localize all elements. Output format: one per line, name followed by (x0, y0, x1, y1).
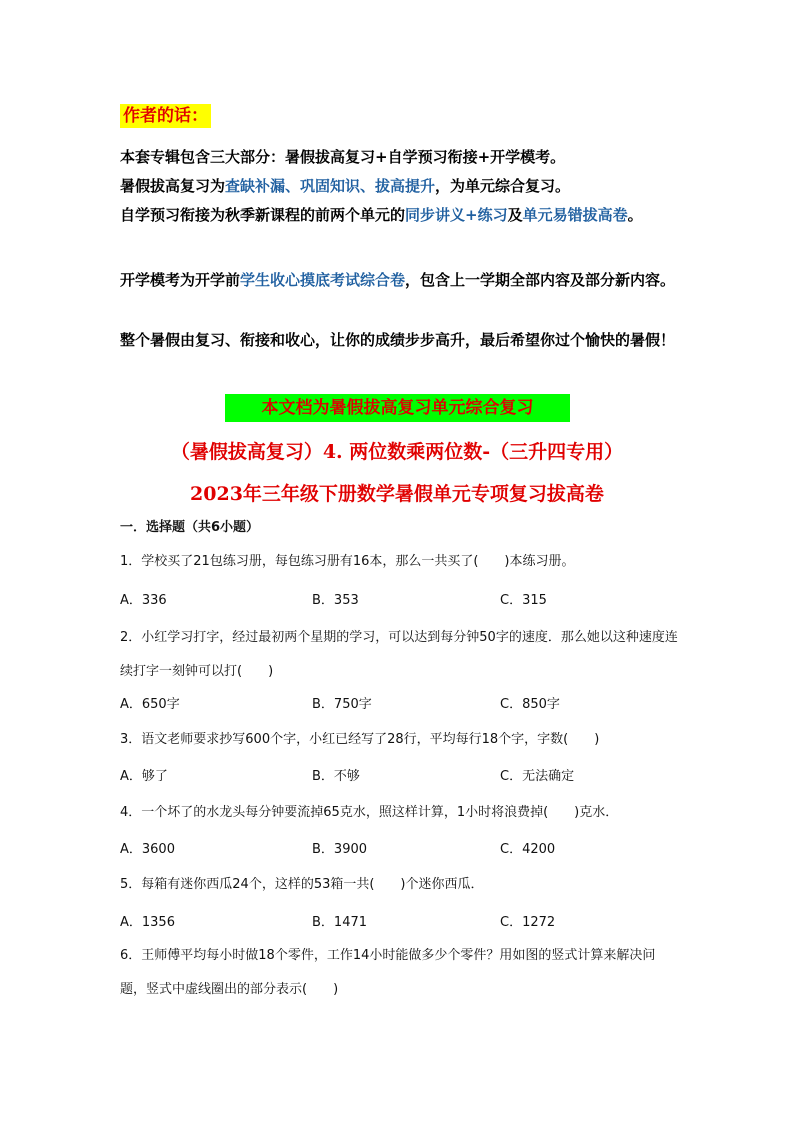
intro-highlight: 学生收心摸底考试综合卷 (240, 271, 406, 289)
intro-text: 。 (627, 206, 643, 224)
intro-paragraph-3 (120, 201, 680, 229)
intro-text: 本套专辑包含三大部分：暑假拔高复习+自学预习衔接+开学模考。 (120, 148, 566, 166)
intro-text: ，为单元综合复习。 (435, 177, 571, 195)
intro-text: 整个暑假由复习、衔接和收心，让你的成绩步步高升，最后希望你过个愉快的暑假！ (120, 331, 676, 349)
document-title: （暑假拔高复习）4. 两位数乘两位数-（三升四专用） (170, 441, 624, 463)
question-1-option-b: B．353 (312, 593, 359, 608)
intro-paragraph-1 (120, 143, 680, 171)
author-title: 作者的话： (120, 104, 211, 128)
question-2-option-c: C．850字 (500, 697, 560, 712)
question-2-option-b: B．750字 (312, 697, 372, 712)
question-4-option-b: B．3900 (312, 842, 368, 857)
question-1-option-a: A．336 (120, 593, 167, 608)
question-2-option-a: A．650字 (120, 697, 180, 712)
question-3-option-a: A．够了 (120, 769, 168, 784)
question-2: 2．小红学习打字，经过最初两个星期的学习，可以达到每分钟50字的速度．那么她以这种速度连续打字一刻钟可以打( ) (120, 630, 678, 679)
question-6: 6．王师傅平均每小时做18个零件，工作14小时能做多少个零件？用如图的竖式计算来解决问题，竖式中虚线圈出的部分表示( ) (120, 948, 656, 997)
document-subtitle: 2023年三年级下册数学暑假单元专项复习拔高卷 (190, 483, 604, 505)
question-1-option-c: C．315 (500, 593, 547, 608)
intro-text: ，包含上一学期全部内容及部分新内容。 (405, 271, 676, 289)
intro-text: 自学预习衔接为秋季新课程的前两个单元的 (120, 206, 406, 224)
question-5-option-b: B．1471 (312, 915, 368, 930)
question-4: 4．一个坏了的水龙头每分钟要流掉65克水，照这样计算，1小时将浪费掉( )克水． (120, 805, 619, 820)
intro-highlight: 查缺补漏、巩固知识、拔高提升 (225, 177, 436, 195)
intro-highlight: 单元易错拔高卷 (522, 206, 628, 224)
document-type-banner: 本文档为暑假拔高复习单元综合复习 (225, 394, 570, 422)
intro-paragraph-4 (120, 266, 680, 294)
question-3: 3．语文老师要求抄写600个字，小红已经写了28行，平均每行18个字，字数( ) (120, 732, 600, 747)
intro-text: 暑假拔高复习为 (120, 177, 226, 195)
question-4-option-a: A．3600 (120, 842, 175, 857)
author-note (120, 104, 211, 128)
intro-highlight: 同步讲义+练习 (405, 206, 508, 224)
section-heading: 一．选择题（共6小题） (120, 520, 260, 535)
intro-text: 开学模考为开学前 (120, 271, 241, 289)
intro-text: 及 (507, 206, 523, 224)
question-4-option-c: C．4200 (500, 842, 556, 857)
question-5-option-c: C．1272 (500, 915, 556, 930)
intro-paragraph-2 (120, 172, 680, 200)
question-5-option-a: A．1356 (120, 915, 175, 930)
question-1: 1．学校买了21包练习册，每包练习册有16本，那么一共买了( )本练习册。 (120, 554, 575, 569)
intro-paragraph-5 (120, 326, 680, 354)
question-3-option-b: B．不够 (312, 769, 360, 784)
question-5: 5．每箱有迷你西瓜24个，这样的53箱一共( )个迷你西瓜． (120, 877, 484, 892)
question-3-option-c: C．无法确定 (500, 769, 575, 784)
